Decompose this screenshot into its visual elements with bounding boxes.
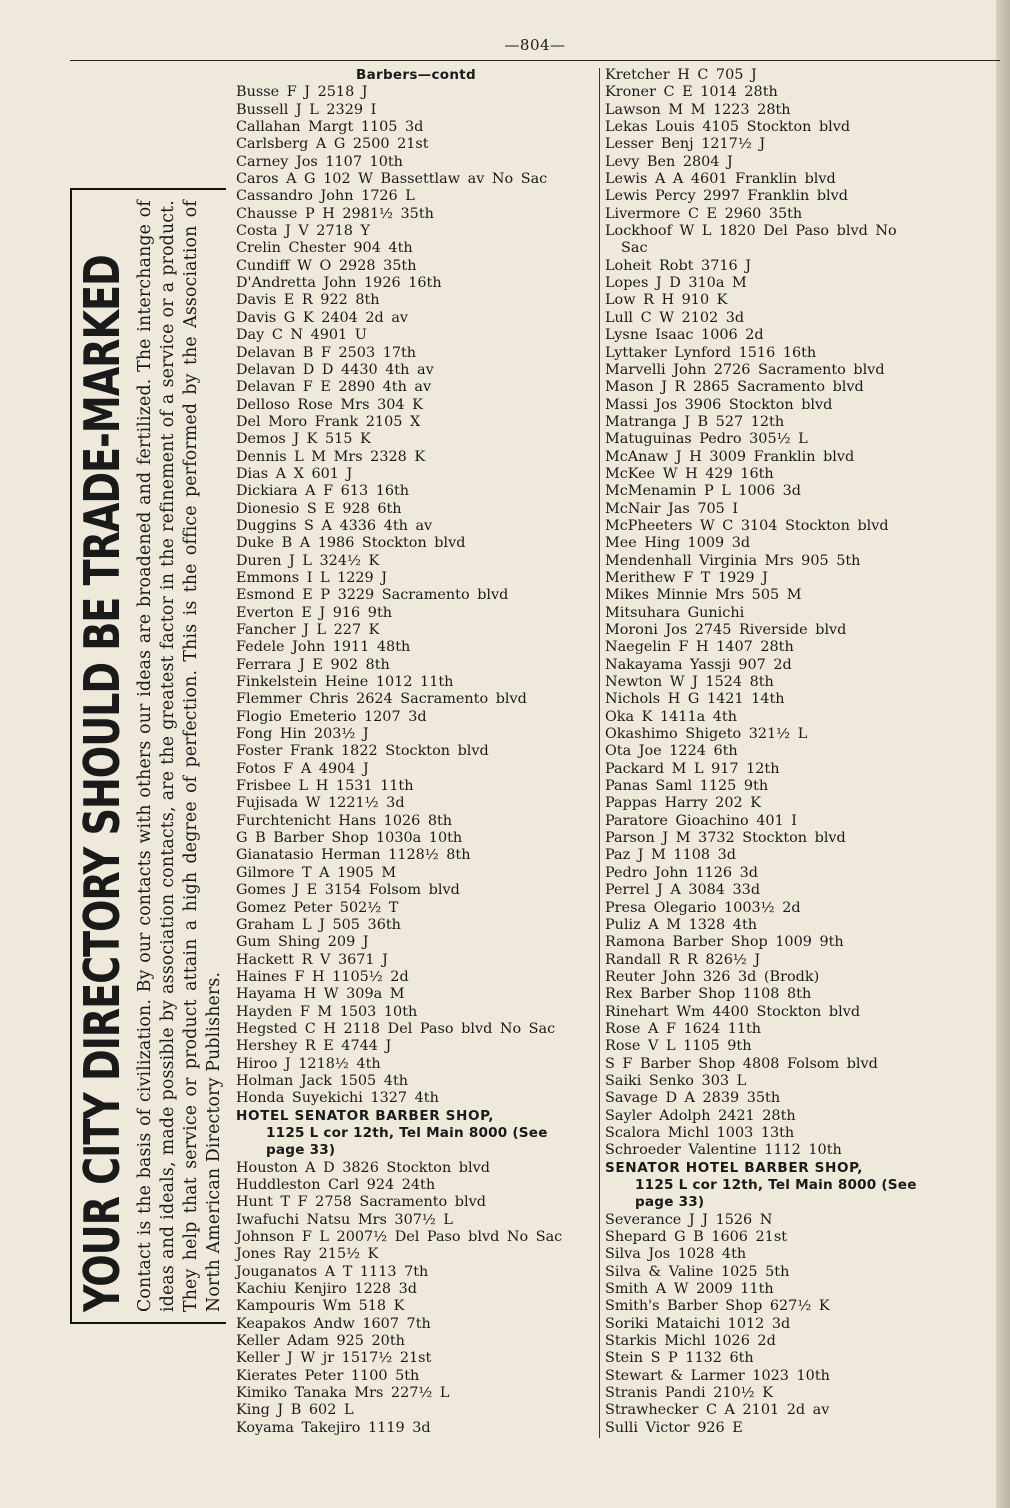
listing-entry: Fong Hin 203½ J <box>236 726 369 743</box>
listing-entry: Sulli Victor 926 E <box>605 1419 743 1436</box>
listing-entry: Strawhecker C A 2101 2d av <box>605 1402 830 1419</box>
listing-entry: Foster Frank 1822 Stockton blvd <box>236 743 489 760</box>
right-column <box>605 67 967 1437</box>
listing-entry: Lewis Percy 2997 Franklin blvd <box>605 188 848 205</box>
listing-entry: G B Barber Shop 1030a 10th <box>236 830 463 847</box>
page-edge <box>996 0 1010 1508</box>
listing-entry: Soriki Mataichi 1012 3d <box>605 1315 791 1332</box>
listing-entry: Esmond E P 3229 Sacramento blvd <box>236 587 509 604</box>
listing-entry: Frisbee L H 1531 11th <box>236 778 414 795</box>
left-entries-b <box>236 1160 596 1438</box>
listing-entry: Pappas Harry 202 K <box>605 795 761 812</box>
left-entries-a <box>236 84 596 1107</box>
senator-hotel-barber-shop-entry <box>605 1160 967 1212</box>
listing-entry: Rex Barber Shop 1108 8th <box>605 986 812 1003</box>
listing-entry: Dickiara A F 613 16th <box>236 483 410 500</box>
listing-entry: Silva Jos 1028 4th <box>605 1246 747 1263</box>
listing-entry: McPheeters W C 3104 Stockton blvd <box>605 517 889 534</box>
listing-entry: Paz J M 1108 3d <box>605 847 736 864</box>
listing-entry: Lyttaker Lynford 1516 16th <box>605 344 817 361</box>
listing-entry: Parson J M 3732 Stockton blvd <box>605 830 846 847</box>
listing-entry: Kretcher H C 705 J <box>605 67 757 83</box>
listing-entry: Stewart & Larmer 1023 10th <box>605 1367 830 1384</box>
listing-entry: Mikes Minnie Mrs 505 M <box>605 587 802 604</box>
listing-entry: Ota Joe 1224 6th <box>605 743 738 760</box>
listing-entry: Ramona Barber Shop 1009 9th <box>605 934 844 951</box>
listing-entry: Davis E R 922 8th <box>236 292 380 309</box>
listing-entry: Kroner C E 1014 28th <box>605 84 778 101</box>
listing-entry: McAnaw J H 3009 Franklin blvd <box>605 448 855 465</box>
listing-entry: Callahan Margt 1105 3d <box>236 119 424 136</box>
listing-entry: Ferrara J E 902 8th <box>236 656 390 673</box>
listing-entry: Flemmer Chris 2624 Sacramento blvd <box>236 691 527 708</box>
listing-entry: Busse F J 2518 J <box>236 84 368 101</box>
listing-entry: McKee W H 429 16th <box>605 465 774 482</box>
listing-entry: Bussell J L 2329 I <box>236 101 377 118</box>
listing-entry: Rose V L 1105 9th <box>605 1038 752 1055</box>
listing-entry: Kierates Peter 1100 5th <box>236 1367 420 1384</box>
listing-entry: Gilmore T A 1905 M <box>236 864 397 881</box>
listing-entry: Jones Ray 215½ K <box>236 1246 379 1263</box>
listing-entry <box>605 223 967 258</box>
listing-entry: Lewis A A 4601 Franklin blvd <box>605 171 836 188</box>
listing-entry: Stein S P 1132 6th <box>605 1350 754 1367</box>
listing-entry: Loheit Robt 3716 J <box>605 257 751 274</box>
listing-entry: Flogio Emeterio 1207 3d <box>236 708 427 725</box>
bold-entry-line: page 33) <box>635 1194 705 1211</box>
listing-entry: Dias A X 601 J <box>236 465 353 482</box>
listing-entry: Everton E J 916 9th <box>236 604 392 621</box>
listing-entry: Delloso Rose Mrs 304 K <box>236 396 423 413</box>
listing-entry: Day C N 4901 U <box>236 327 367 344</box>
listing-entry: Shepard G B 1606 21st <box>605 1229 787 1246</box>
listing-entry: Duren J L 324½ K <box>236 552 380 569</box>
listing-entry: Koyama Takejiro 1119 3d <box>236 1419 431 1436</box>
listing-entry: Furchtenicht Hans 1026 8th <box>236 812 453 829</box>
listing-entry: Dionesio S E 928 6th <box>236 500 402 517</box>
listing-entry: Presa Olegario 1003½ 2d <box>605 899 801 916</box>
right-entries-c <box>605 1212 967 1437</box>
listing-entry: Iwafuchi Natsu Mrs 307½ L <box>236 1211 453 1228</box>
listing-entry: Delavan B F 2503 17th <box>236 344 417 361</box>
listing-entry: Nichols H G 1421 14th <box>605 691 785 708</box>
listing-entry: Emmons I L 1229 J <box>236 569 388 586</box>
right-entries-a <box>605 67 967 223</box>
listing-entry: Gum Shing 209 J <box>236 934 369 951</box>
listing-entry: Lopes J D 310a M <box>605 275 747 292</box>
listing-entry: Naegelin F H 1407 28th <box>605 639 794 656</box>
listing-entry: Stranis Pandi 210½ K <box>605 1385 773 1402</box>
bold-entry-line: HOTEL SENATOR BARBER SHOP, <box>236 1107 494 1124</box>
listing-entry: Gianatasio Herman 1128½ 8th <box>236 847 471 864</box>
listing-entry: Dennis L M Mrs 2328 K <box>236 448 426 465</box>
listing-entry: Matranga J B 527 12th <box>605 413 785 430</box>
listing-entry: Moroni Jos 2745 Riverside blvd <box>605 622 847 638</box>
listing-entry: Fancher J L 227 K <box>236 622 380 638</box>
listing-entry: Lekas Louis 4105 Stockton blvd <box>605 119 851 136</box>
listing-entry: Savage D A 2839 35th <box>605 1090 781 1107</box>
listing-entry: Demos J K 515 K <box>236 431 371 448</box>
entry-line: Lockhoof W L 1820 Del Paso blvd No <box>605 223 897 240</box>
listing-entry: Haines F H 1105½ 2d <box>236 968 409 985</box>
listing-entry: Finkelstein Heine 1012 11th <box>236 674 454 691</box>
listing-entry: Panas Saml 1125 9th <box>605 778 769 795</box>
page-number: —804— <box>504 36 566 54</box>
listing-entry: Caros A G 102 W Bassettlaw av No Sac <box>236 171 548 188</box>
listing-entry: Saiki Senko 303 L <box>605 1072 747 1089</box>
listing-entry: Hackett R V 3671 J <box>236 951 388 968</box>
listing-entry: Mason J R 2865 Sacramento blvd <box>605 379 864 396</box>
listing-entry: Kimiko Tanaka Mrs 227½ L <box>236 1385 450 1402</box>
listing-entry: Cassandro John 1726 L <box>236 188 415 205</box>
listing-entry: Scalora Michl 1003 13th <box>605 1124 795 1141</box>
listing-entry: Chausse P H 2981½ 35th <box>236 205 434 222</box>
listing-entry: Gomez Peter 502½ T <box>236 899 399 916</box>
listing-entry: Costa J V 2718 Y <box>236 223 371 240</box>
listing-entry: S F Barber Shop 4808 Folsom blvd <box>605 1055 878 1072</box>
listing-entry: Hegsted C H 2118 Del Paso blvd No Sac <box>236 1020 556 1037</box>
listing-entry: Houston A D 3826 Stockton blvd <box>236 1159 490 1176</box>
listing-entry: Jouganatos A T 1113 7th <box>236 1263 429 1280</box>
right-entries-b <box>605 258 967 1160</box>
section-heading: Barbers—contd <box>356 67 476 83</box>
listing-entry: Kachiu Kenjiro 1228 3d <box>236 1281 417 1298</box>
listing-entry: Lull C W 2102 3d <box>605 309 745 326</box>
ad-headline: YOUR CITY DIRECTORY SHOULD BE TRADE-MARKED <box>74 255 131 1312</box>
listing-entry: Marvelli John 2726 Sacramento blvd <box>605 361 885 378</box>
listing-entry: Hayama H W 309a M <box>236 986 405 1003</box>
listing-entry: Merithew F T 1929 J <box>605 569 768 586</box>
entry-line: Sac <box>621 240 648 257</box>
listing-entry: McNair Jas 705 I <box>605 500 739 517</box>
listing-entry: Carney Jos 1107 10th <box>236 153 403 170</box>
left-column <box>236 67 596 1437</box>
hotel-senator-barber-shop-entry <box>236 1108 596 1160</box>
listing-entry: Keapakos Andw 1607 7th <box>236 1315 431 1332</box>
listing-entry: Randall R R 826½ J <box>605 951 761 968</box>
listing-entry: Carlsberg A G 2500 21st <box>236 136 429 153</box>
listing-entry: Lawson M M 1223 28th <box>605 101 791 118</box>
listing-entry: Low R H 910 K <box>605 292 728 309</box>
bold-entry-line: page 33) <box>266 1142 336 1159</box>
listing-entry: Rose A F 1624 11th <box>605 1020 762 1037</box>
bold-entry-line: 1125 L cor 12th, Tel Main 8000 (See <box>635 1177 917 1193</box>
listing-entry: Reuter John 326 3d (Brodk) <box>605 968 820 985</box>
listing-entry: Pedro John 1126 3d <box>605 864 758 881</box>
listing-entry: Livermore C E 2960 35th <box>605 205 803 222</box>
listing-entry: Severance J J 1526 N <box>605 1211 773 1228</box>
listing-entry: Davis G K 2404 2d av <box>236 309 409 326</box>
listing-entry: Delavan D D 4430 4th av <box>236 361 434 378</box>
listing-entry: D'Andretta John 1926 16th <box>236 275 442 292</box>
listing-entry: Gomes J E 3154 Folsom blvd <box>236 882 460 899</box>
listing-entry: Okashimo Shigeto 321½ L <box>605 726 808 743</box>
listing-entry: Johnson F L 2007½ Del Paso blvd No Sac <box>236 1229 563 1246</box>
column-divider <box>599 68 600 1438</box>
listing-entry: Duke B A 1986 Stockton blvd <box>236 535 466 552</box>
listing-entry: Cundiff W O 2928 35th <box>236 257 417 274</box>
listing-entry: Fotos F A 4904 J <box>236 760 369 777</box>
listing-entry: Lysne Isaac 1006 2d <box>605 327 764 344</box>
listing-entry: Duggins S A 4336 4th av <box>236 517 433 534</box>
advertisement-content <box>72 190 228 1326</box>
listing-entry: Packard M L 917 12th <box>605 760 780 777</box>
ad-body: Contact is the basis of civilization. By our contacts with others our ideas are broadened and fertilized. The interchange of ideas and ideals, made possible by association contacts, are the greatest factor in the refinement of a service or a product. They help that service or product attain a high degree of perfection. This is the office performed by the Association of North American Directory Publishers. <box>135 200 224 1312</box>
listing-entry: Del Moro Frank 2105 X <box>236 413 421 430</box>
listing-entry: Smith's Barber Shop 627½ K <box>605 1298 830 1315</box>
listing-entry: Hershey R E 4744 J <box>236 1038 392 1055</box>
listing-entry: Mitsuhara Gunichi <box>605 604 745 621</box>
listing-entry: Holman Jack 1505 4th <box>236 1072 408 1089</box>
listing-entry: Fedele John 1911 48th <box>236 639 411 656</box>
header-rule <box>70 60 1000 61</box>
listing-entry: Hayden F M 1503 10th <box>236 1003 418 1020</box>
listing-entry: Paratore Gioachino 401 I <box>605 812 797 829</box>
listing-entry: Levy Ben 2804 J <box>605 153 733 170</box>
listing-entry: Smith A W 2009 11th <box>605 1281 774 1298</box>
listing-entry: Keller Adam 925 20th <box>236 1333 405 1350</box>
listing-entry: King J B 602 L <box>236 1402 354 1419</box>
listing-entry: Delavan F E 2890 4th av <box>236 379 432 396</box>
listing-entry: Huddleston Carl 924 24th <box>236 1177 436 1193</box>
listing-entry: Rinehart Wm 4400 Stockton blvd <box>605 1003 861 1020</box>
listing-entry: Kampouris Wm 518 K <box>236 1298 405 1315</box>
bold-entry-line: SENATOR HOTEL BARBER SHOP, <box>605 1159 863 1176</box>
listing-entry: Puliz A M 1328 4th <box>605 916 757 933</box>
listing-entry: Perrel J A 3084 33d <box>605 882 761 899</box>
listing-entry: Sayler Adolph 2421 28th <box>605 1107 796 1124</box>
listing-entry: Massi Jos 3906 Stockton blvd <box>605 396 833 413</box>
listing-entry: Starkis Michl 1026 2d <box>605 1333 776 1350</box>
advertisement-box <box>70 188 226 1324</box>
listing-entry: Newton W J 1524 8th <box>605 674 774 691</box>
listing-entry: Honda Suyekichi 1327 4th <box>236 1090 439 1107</box>
listing-entry: Mendenhall Virginia Mrs 905 5th <box>605 552 861 569</box>
listing-entry: Nakayama Yassji 907 2d <box>605 656 792 673</box>
listing-entry: Hunt T F 2758 Sacramento blvd <box>236 1194 486 1211</box>
listing-entry: Crelin Chester 904 4th <box>236 240 413 257</box>
listing-entry: Fujisada W 1221½ 3d <box>236 795 405 812</box>
bold-entry-line: 1125 L cor 12th, Tel Main 8000 (See <box>266 1124 548 1141</box>
listing-entry: Silva & Valine 1025 5th <box>605 1263 790 1280</box>
listing-entry: Schroeder Valentine 1112 10th <box>605 1142 842 1159</box>
listing-entry: Hiroo J 1218½ 4th <box>236 1055 381 1072</box>
listing-entry: McMenamin P L 1006 3d <box>605 483 801 500</box>
listing-entry: Keller J W jr 1517½ 21st <box>236 1350 432 1367</box>
listing-entry: Oka K 1411a 4th <box>605 708 737 725</box>
listing-entry: Graham L J 505 36th <box>236 916 401 933</box>
listing-entry: Lesser Benj 1217½ J <box>605 136 766 153</box>
listing-entry: Mee Hing 1009 3d <box>605 535 751 552</box>
listing-entry: Matuguinas Pedro 305½ L <box>605 431 808 448</box>
